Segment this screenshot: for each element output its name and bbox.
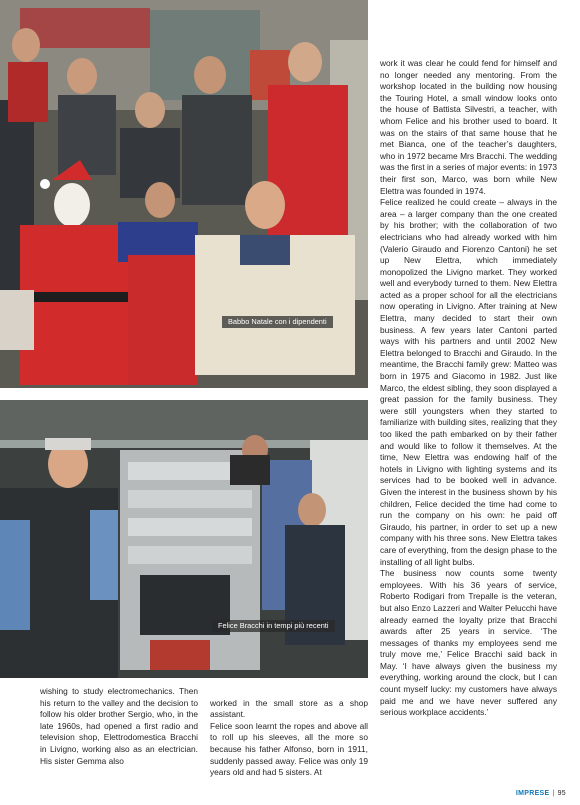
page-footer	[516, 790, 566, 797]
page-number: 95	[557, 790, 566, 797]
text-column-left-2	[210, 686, 368, 790]
text-column-left-1	[40, 686, 198, 767]
paragraph: worked in the small store as a shop assistant. Felice soon learnt the ropes and above all to roll up his sleeves, all the more so because his father Alfonso, born in 1911, suddenly passed away. Felice was only 19 years old and had 5 sisters. At	[210, 697, 368, 778]
top-photo-caption: Babbo Natale con i dipendenti	[222, 316, 333, 328]
employees-photo	[0, 0, 368, 388]
paragraph: work it was clear he could fend for himself and no longer needed any mentoring. From the workshop located in the building now housing the Touring Hotel, a small window looks onto the house of Battista Silvestri, a teacher, with whom Felice and his brother used to board. It was on the stairs of that same house that he met Bianca, one of the teacher’s daughters, who in 1972 became Mrs Bracchi. The wedding was the first in a series of major events: in 1973 their first son, Marco, was born while New Elettra was founded in 1974.	[380, 58, 557, 196]
footer-separator: |	[552, 790, 555, 797]
paragraph: wishing to study electromechanics. Then his return to the valley and the decision to follow his older brother Sergio, who, in the late 1960s, had opened a first radio and television shop, Elettrodomestica Bracchi in Livigno, working also as an electrician. His sister Gemma also	[40, 686, 198, 766]
text-column-right	[380, 58, 557, 719]
felice-bracchi-photo	[0, 400, 368, 678]
paragraph: Felice realized he could create – always in the area – a larger company than the one created by his brother; with the collaboration of two electricians who had already worked with him (Valerio Giraudo and Fiorenzo Cantoni) he set up New Elettra, which immediately monopolized the Livigno market. They worked well and everybody turned to them. New Elettra acted as a proper school for all the electricians now operating in Livigno. After training at New Elettra, many decided to start their own business. A few years later Cantoni parted ways with his partners and until 2002 New Elettra belonged to Bracchi and Giraudo. In the meantime, the Bracchi family grew: Matteo was born in 1975 and Giacomo in 1982. Just like Marco, the eldest sibling, they soon displayed a great passion for the family business. They were still youngsters when they started to familiarize with building sites, realizing that they too liked the path embarked on by their father and would like to follow it themselves. At the time, New Elettra was endowing half of the hotels in Livigno with lighting systems and its services had to be booked well in advance. Given the interest in the business shown by his children, Felice decided the time had come to run the company on his own: he paid off Giraudo, his partner, in order to set up a new company with his three sons. New Elettra takes care of everything, from the design phase to the installing of all light bulbs.	[380, 197, 557, 567]
bottom-photo-caption: Felice Bracchi in tempi più recenti	[212, 620, 335, 632]
paragraph: The business now counts some twenty employees. With his 36 years of service, Roberto Rodigari from Trepalle is the veteran, but also Enzo Lazzeri and Walter Pelucchi have already earned the loyalty prize that Bracchi awards after 25 years in service. ‘The messages of thanks my employees send me truly move me,’ Felice Bracchi said back in May. ‘I have always given the business my everything, working around the clock, but I can count myself lucky: my customers have always paid me and we have never suffered any serious workplace accidents.’	[380, 568, 557, 718]
section-name: IMPRESE	[515, 790, 550, 797]
